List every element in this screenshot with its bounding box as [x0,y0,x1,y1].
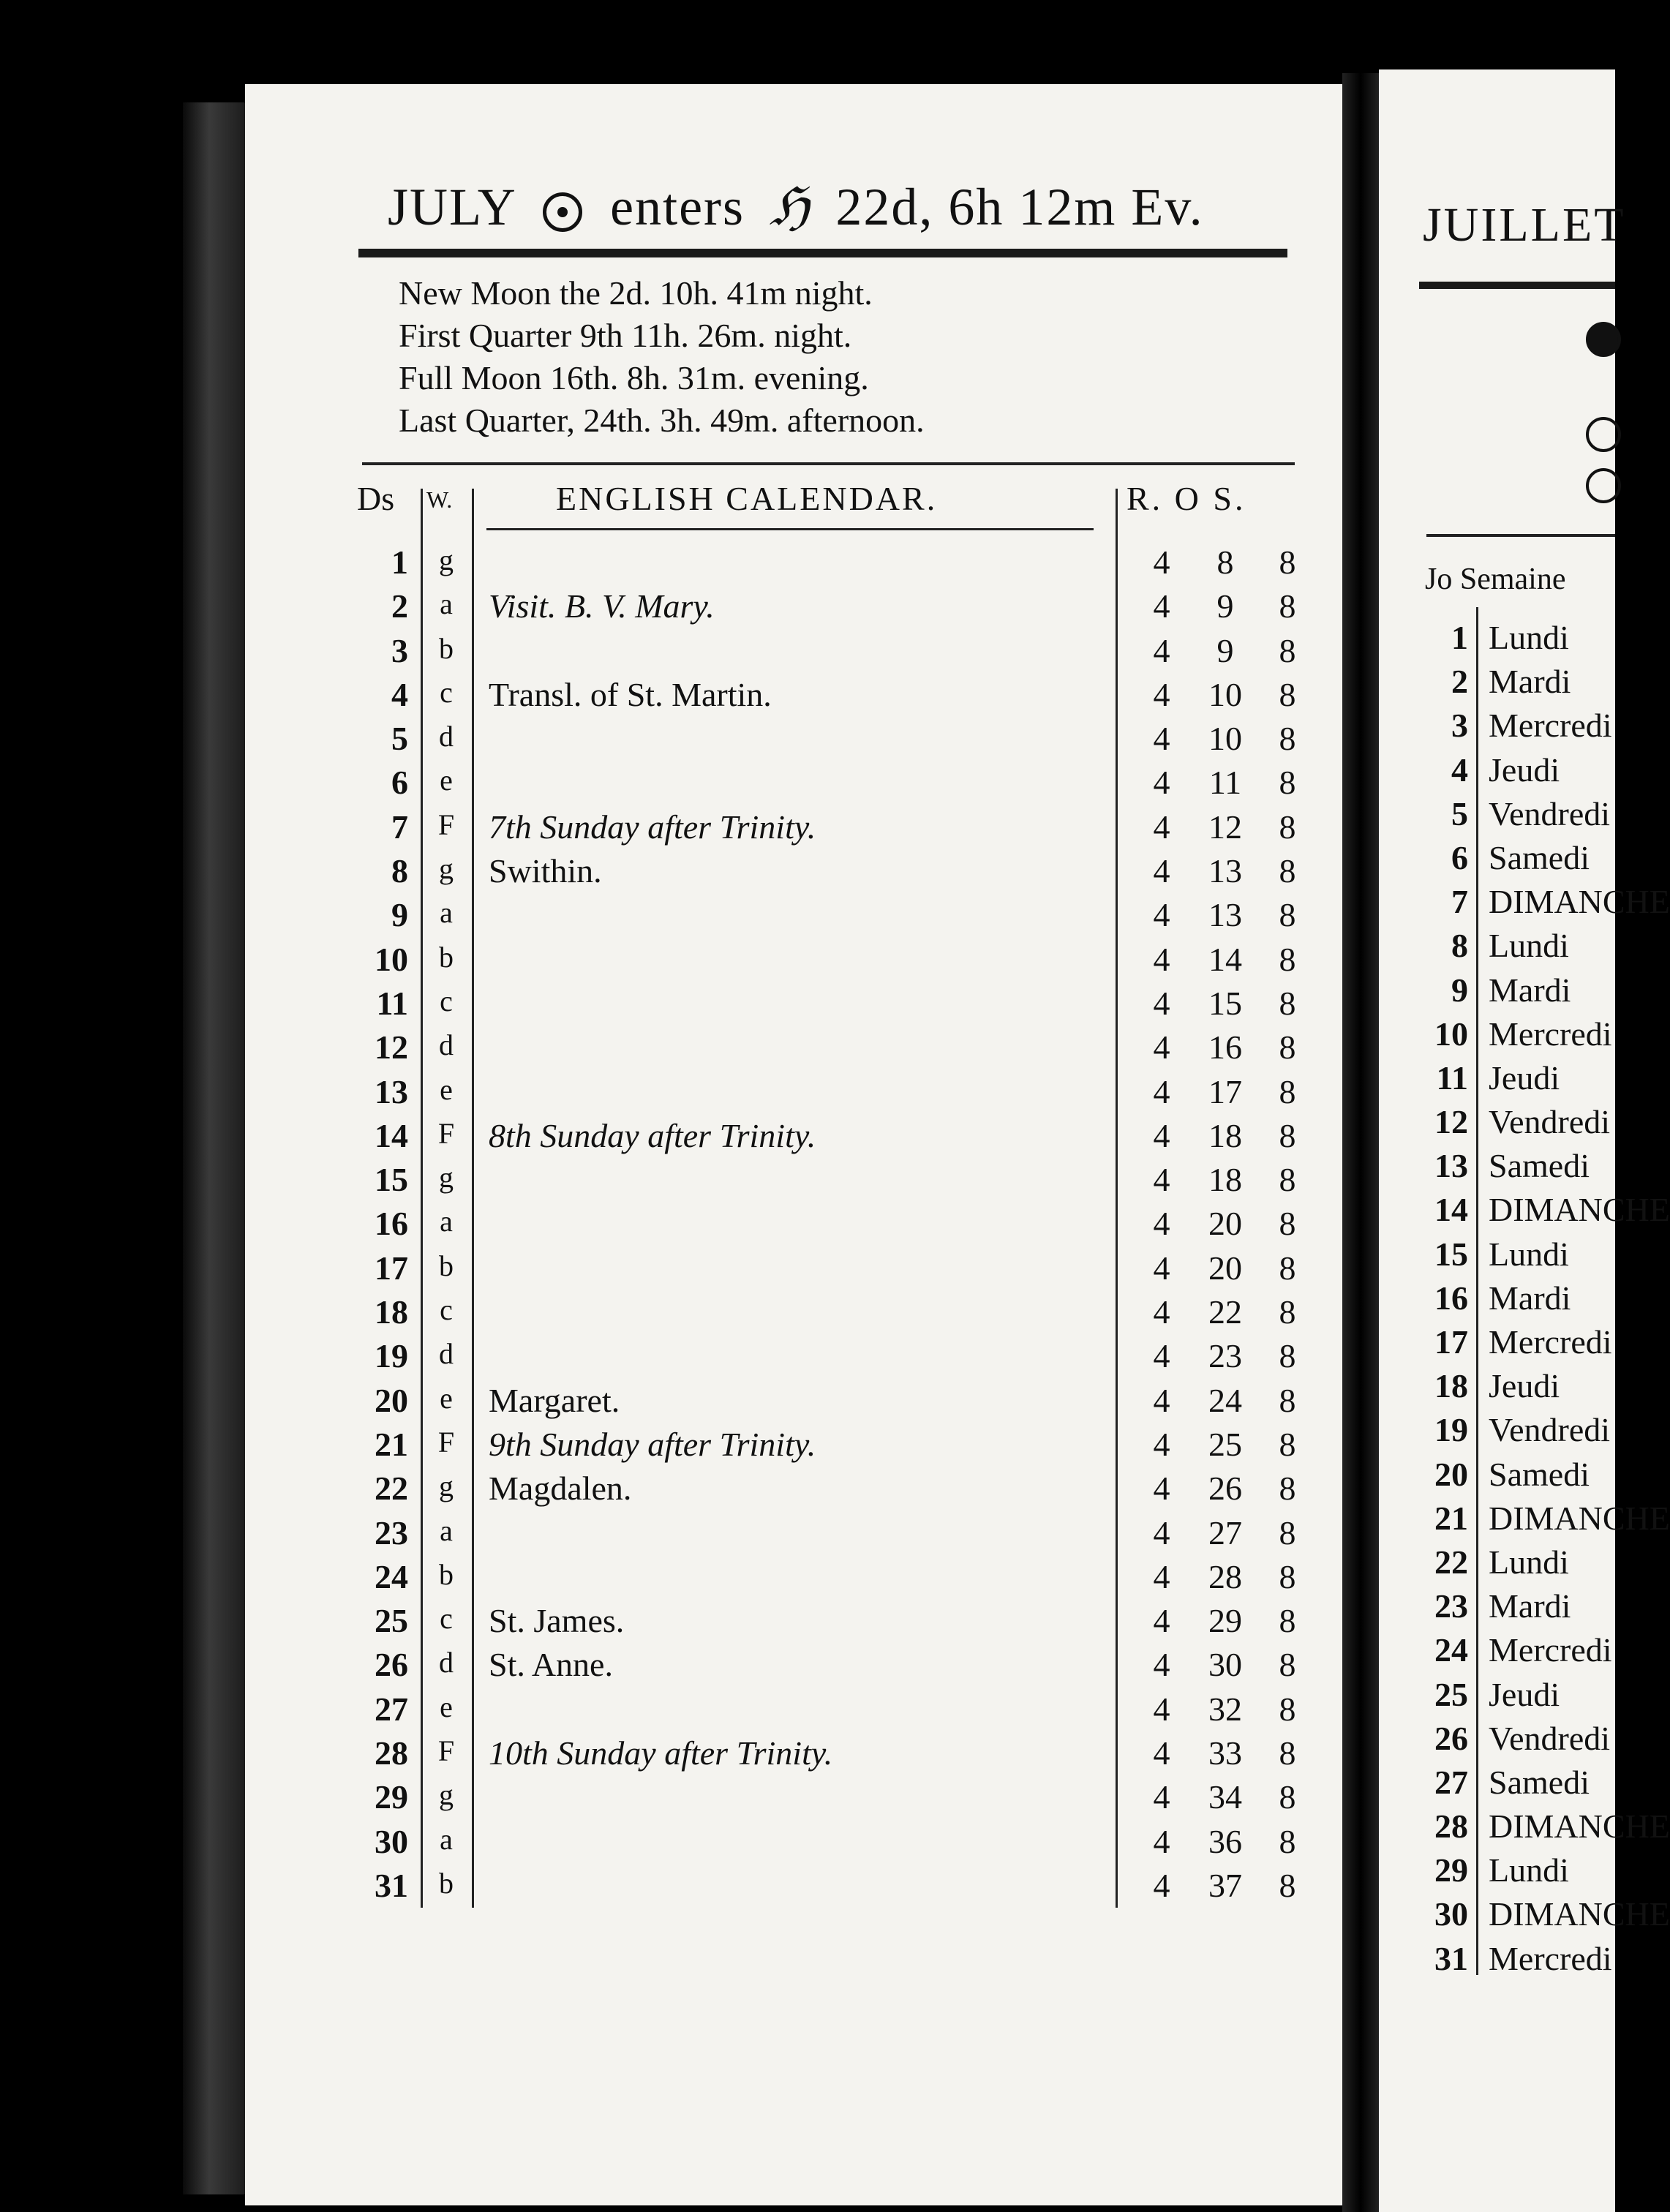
day-number: 15 [375,1161,408,1199]
french-row [0,1719,1615,1763]
column-header-ros: R. O S. [1127,480,1246,517]
rising-minute: 10 [1208,720,1242,758]
french-row [0,618,1615,662]
french-day-number: 29 [1434,1851,1468,1889]
rising-minute: 27 [1208,1513,1242,1551]
week-letter: c [440,984,453,1017]
week-letter: F [437,1734,455,1768]
french-row [0,1146,1615,1190]
week-letter: c [440,1293,453,1327]
entry-text: enters [610,178,745,236]
french-header-rule [1419,282,1615,289]
rising-minute: 16 [1208,1028,1242,1066]
rising-minute: 9 [1216,631,1234,669]
day-number: 22 [375,1470,408,1508]
french-weekday: DIMANCHE [1489,883,1670,921]
french-weekday: Vendredi [1489,1719,1611,1757]
rising-hour: 4 [1153,1646,1170,1684]
french-row [0,1235,1615,1279]
calendar-event: Visit. B. V. Mary. [489,587,715,625]
french-row [0,926,1615,970]
setting-hour: 8 [1279,1734,1296,1772]
rising-hour: 4 [1153,852,1170,890]
setting-hour: 8 [1279,1778,1296,1816]
setting-hour: 8 [1279,764,1296,802]
rising-minute: 23 [1208,1337,1242,1375]
setting-hour: 8 [1279,1690,1296,1728]
calendar-event: St. James. [489,1602,625,1640]
french-day-number: 2 [1451,663,1468,701]
day-number: 6 [391,764,408,802]
setting-hour: 8 [1279,543,1296,581]
french-row [0,1587,1615,1630]
week-letter: a [440,587,453,621]
french-day-number: 28 [1434,1807,1468,1846]
first-quarter-icon [1586,417,1621,452]
table-row [0,543,1342,587]
rising-minute: 13 [1208,852,1242,890]
rising-minute: 11 [1208,764,1242,802]
french-weekday: Mercredi [1489,1939,1612,1977]
week-letter: F [437,808,455,841]
french-row [0,1190,1670,1234]
day-number: 25 [375,1602,408,1640]
setting-hour: 8 [1279,1557,1296,1595]
setting-hour: 8 [1279,1646,1296,1684]
french-day-number: 16 [1434,1279,1468,1317]
french-day-number: 20 [1434,1455,1468,1493]
day-number: 3 [391,631,408,669]
week-letter: d [439,720,454,753]
rising-hour: 4 [1153,675,1170,713]
day-number: 20 [375,1381,408,1419]
french-weekday: Mardi [1489,1279,1571,1317]
rising-minute: 29 [1208,1602,1242,1640]
french-day-number: 14 [1434,1191,1468,1229]
french-day-number: 9 [1451,971,1468,1009]
french-weekday: DIMANCHE [1489,1895,1670,1933]
french-row [0,1366,1615,1410]
french-row [0,1279,1615,1323]
week-letter: g [439,543,454,576]
french-row [0,1630,1615,1674]
french-weekday: Lundi [1489,1851,1569,1889]
french-day-number: 31 [1434,1939,1468,1977]
rising-minute: 8 [1216,543,1234,581]
rising-minute: 17 [1208,1072,1242,1110]
column-header-week: W. [426,486,453,513]
french-weekday: Lundi [1489,619,1569,656]
french-column-header: Jo Semaine [1425,563,1566,596]
rising-hour: 4 [1153,1381,1170,1419]
french-weekday: DIMANCHE [1489,1191,1670,1229]
week-letter: b [439,940,454,974]
day-number: 14 [375,1116,408,1154]
week-letter: b [439,1866,454,1900]
rising-hour: 4 [1153,720,1170,758]
french-row [0,1410,1615,1454]
month-name: JULY [388,178,516,236]
day-number: 19 [375,1337,408,1375]
week-letter: c [440,675,453,709]
day-number: 11 [376,984,408,1022]
week-letter: g [439,1778,454,1812]
french-weekday: Lundi [1489,1235,1569,1273]
french-row [0,1058,1615,1102]
french-day-number: 5 [1451,794,1468,832]
french-row [0,1015,1615,1058]
week-letter: c [440,1602,453,1636]
setting-hour: 8 [1279,1205,1296,1243]
week-letter: a [440,896,453,930]
french-weekday: Vendredi [1489,794,1611,832]
french-weekday: Jeudi [1489,1675,1560,1713]
phase-last-quarter: Last Quarter, 24th. 3h. 49m. afternoon. [399,402,925,439]
french-weekday: Samedi [1489,1147,1590,1185]
day-number: 31 [375,1866,408,1904]
day-number: 26 [375,1646,408,1684]
rising-minute: 25 [1208,1425,1242,1463]
calendar-event: 7th Sunday after Trinity. [489,808,816,846]
french-row [0,971,1615,1015]
rising-hour: 4 [1153,543,1170,581]
rising-minute: 26 [1208,1470,1242,1508]
week-letter: a [440,1205,453,1238]
setting-hour: 8 [1279,1381,1296,1419]
french-day-number: 17 [1434,1323,1468,1361]
column-header-calendar: ENGLISH CALENDAR. [556,480,938,517]
rising-minute: 13 [1208,896,1242,934]
week-letter: d [439,1337,454,1371]
french-day-number: 23 [1434,1587,1468,1625]
day-number: 30 [375,1822,408,1860]
setting-hour: 8 [1279,587,1296,625]
week-letter: b [439,631,454,665]
french-day-number: 26 [1434,1719,1468,1757]
setting-hour: 8 [1279,896,1296,934]
phase-first-quarter: First Quarter 9th 11h. 26m. night. [399,317,852,354]
rising-hour: 4 [1153,1161,1170,1199]
french-weekday: Jeudi [1489,1367,1560,1405]
rising-minute: 10 [1208,675,1242,713]
rising-minute: 9 [1216,587,1234,625]
french-row [0,1939,1615,1983]
calendar-event: Swithin. [489,852,602,890]
rising-hour: 4 [1153,1249,1170,1287]
rising-minute: 14 [1208,940,1242,978]
french-day-number: 30 [1434,1895,1468,1933]
rising-hour: 4 [1153,1822,1170,1860]
rising-minute: 20 [1208,1205,1242,1243]
french-weekday: Lundi [1489,1543,1569,1581]
rising-hour: 4 [1153,1778,1170,1816]
day-number: 5 [391,720,408,758]
french-weekday: Mardi [1489,971,1571,1009]
french-day-number: 27 [1434,1763,1468,1801]
french-day-number: 1 [1451,619,1468,656]
day-number: 2 [391,587,408,625]
rising-hour: 4 [1153,1557,1170,1595]
french-day-number: 22 [1434,1543,1468,1581]
day-number: 28 [375,1734,408,1772]
setting-hour: 8 [1279,808,1296,846]
french-day-number: 10 [1434,1015,1468,1053]
french-phases-rule [1426,534,1615,537]
rising-hour: 4 [1153,587,1170,625]
french-day-number: 13 [1434,1147,1468,1185]
rising-hour: 4 [1153,1116,1170,1154]
french-row [0,1323,1615,1366]
week-letter: e [440,1690,453,1723]
calendar-header-rule [486,528,1094,530]
rising-minute: 22 [1208,1293,1242,1331]
rising-minute: 30 [1208,1646,1242,1684]
french-row [0,1895,1670,1938]
column-header-day: Ds [357,480,395,517]
rising-hour: 4 [1153,1293,1170,1331]
rising-minute: 34 [1208,1778,1242,1816]
week-letter: e [440,1381,453,1415]
rising-hour: 4 [1153,896,1170,934]
french-weekday: Jeudi [1489,1058,1560,1096]
day-number: 16 [375,1205,408,1243]
setting-hour: 8 [1279,1425,1296,1463]
day-number: 18 [375,1293,408,1331]
setting-hour: 8 [1279,631,1296,669]
phase-full-moon: Full Moon 16th. 8h. 31m. evening. [399,359,869,396]
french-day-number: 18 [1434,1367,1468,1405]
day-number: 8 [391,852,408,890]
entry-time: 22d, 6h 12m Ev. [835,178,1204,236]
full-moon-icon [1586,468,1621,503]
setting-hour: 8 [1279,1161,1296,1199]
month-heading [388,176,1280,238]
rising-minute: 18 [1208,1161,1242,1199]
french-row [0,1455,1615,1499]
day-number: 12 [375,1028,408,1066]
french-weekday: Vendredi [1489,1411,1611,1449]
day-number: 27 [375,1690,408,1728]
setting-hour: 8 [1279,720,1296,758]
french-day-number: 12 [1434,1103,1468,1141]
french-day-number: 8 [1451,927,1468,965]
french-row [0,1499,1670,1543]
week-letter: a [440,1513,453,1547]
day-number: 17 [375,1249,408,1287]
calendar-event: Magdalen. [489,1470,632,1508]
rising-minute: 33 [1208,1734,1242,1772]
rising-minute: 36 [1208,1822,1242,1860]
rising-hour: 4 [1153,1513,1170,1551]
phases-rule [362,462,1295,465]
sun-icon [543,192,582,232]
french-day-number: 4 [1451,750,1468,789]
week-letter: d [439,1028,454,1062]
french-row [0,750,1615,794]
rising-hour: 4 [1153,631,1170,669]
calendar-event: St. Anne. [489,1646,613,1684]
rising-hour: 4 [1153,764,1170,802]
rising-minute: 28 [1208,1557,1242,1595]
moon-phases [399,272,1240,442]
rising-hour: 4 [1153,1690,1170,1728]
calendar-event: 10th Sunday after Trinity. [489,1734,833,1772]
french-day-number: 25 [1434,1675,1468,1713]
french-row [0,794,1615,838]
setting-hour: 8 [1279,984,1296,1022]
french-row [0,1102,1615,1146]
setting-hour: 8 [1279,1293,1296,1331]
rising-hour: 4 [1153,1337,1170,1375]
rising-hour: 4 [1153,808,1170,846]
week-letter: a [440,1822,453,1856]
french-row [0,838,1615,882]
rising-hour: 4 [1153,1602,1170,1640]
rising-hour: 4 [1153,1205,1170,1243]
setting-hour: 8 [1279,940,1296,978]
setting-hour: 8 [1279,675,1296,713]
day-number: 4 [391,675,408,713]
day-number: 21 [375,1425,408,1463]
setting-hour: 8 [1279,1116,1296,1154]
week-letter: b [439,1557,454,1591]
rising-minute: 12 [1208,808,1242,846]
week-letter: e [440,1072,453,1106]
rising-minute: 20 [1208,1249,1242,1287]
french-weekday: Mardi [1489,663,1571,701]
rising-hour: 4 [1153,1072,1170,1110]
day-number: 23 [375,1513,408,1551]
zodiac-sign-icon: ℌ [770,178,811,236]
week-letter: g [439,852,454,886]
french-row [0,1543,1615,1587]
french-row [0,1763,1615,1807]
french-day-number: 7 [1451,883,1468,921]
french-month-title: JUILLET [1423,198,1626,252]
setting-hour: 8 [1279,1072,1296,1110]
rising-minute: 24 [1208,1381,1242,1419]
setting-hour: 8 [1279,1513,1296,1551]
calendar-event: 9th Sunday after Trinity. [489,1425,816,1463]
setting-hour: 8 [1279,1028,1296,1066]
day-number: 24 [375,1557,408,1595]
french-weekday: Vendredi [1489,1103,1611,1141]
rising-minute: 15 [1208,984,1242,1022]
rising-hour: 4 [1153,1470,1170,1508]
phase-new-moon: New Moon the 2d. 10h. 41m night. [399,274,873,312]
calendar-event: Transl. of St. Martin. [489,675,772,713]
day-number: 10 [375,940,408,978]
french-day-number: 3 [1451,707,1468,745]
day-number: 29 [375,1778,408,1816]
rising-minute: 32 [1208,1690,1242,1728]
french-row [0,882,1670,926]
french-weekday: Samedi [1489,1455,1590,1493]
french-weekday: Samedi [1489,1763,1590,1801]
calendar-event: 8th Sunday after Trinity. [489,1116,816,1154]
french-weekday: Mercredi [1489,707,1612,745]
rising-hour: 4 [1153,1866,1170,1904]
french-row [0,1675,1615,1719]
rising-hour: 4 [1153,1028,1170,1066]
rising-minute: 18 [1208,1116,1242,1154]
rising-hour: 4 [1153,984,1170,1022]
day-number: 1 [391,543,408,581]
week-letter: g [439,1161,454,1195]
french-row [0,1807,1670,1851]
calendar-event: Margaret. [489,1381,620,1419]
french-weekday: Mercredi [1489,1015,1612,1053]
french-weekday: Mercredi [1489,1631,1612,1669]
french-day-number: 19 [1434,1411,1468,1449]
french-weekday: Mercredi [1489,1323,1612,1361]
day-number: 7 [391,808,408,846]
french-weekday: DIMANCHE [1489,1807,1670,1846]
setting-hour: 8 [1279,1470,1296,1508]
week-letter: F [437,1425,455,1459]
french-weekday: DIMANCHE [1489,1499,1670,1537]
setting-hour: 8 [1279,1602,1296,1640]
setting-hour: 8 [1279,1249,1296,1287]
week-letter: e [440,764,453,797]
week-letter: d [439,1646,454,1679]
french-weekday: Jeudi [1489,750,1560,789]
setting-hour: 8 [1279,1337,1296,1375]
french-weekday: Samedi [1489,838,1590,876]
french-row [0,1851,1615,1895]
french-day-number: 21 [1434,1499,1468,1537]
french-calendar-table [0,618,1670,1983]
rising-hour: 4 [1153,1425,1170,1463]
french-day-number: 15 [1434,1235,1468,1273]
setting-hour: 8 [1279,1822,1296,1860]
day-number: 13 [375,1072,408,1110]
week-letter: F [437,1116,455,1150]
french-day-number: 6 [1451,838,1468,876]
rising-hour: 4 [1153,1734,1170,1772]
week-letter: g [439,1470,454,1503]
french-weekday: Mardi [1489,1587,1571,1625]
setting-hour: 8 [1279,1866,1296,1904]
new-moon-icon [1586,322,1621,357]
day-number: 9 [391,896,408,934]
rising-minute: 37 [1208,1866,1242,1904]
rising-hour: 4 [1153,940,1170,978]
french-day-number: 24 [1434,1631,1468,1669]
setting-hour: 8 [1279,852,1296,890]
french-day-number: 11 [1436,1058,1468,1096]
french-row [0,706,1615,750]
french-weekday: Lundi [1489,927,1569,965]
header-rule [358,249,1287,257]
french-row [0,662,1615,706]
week-letter: b [439,1249,454,1282]
